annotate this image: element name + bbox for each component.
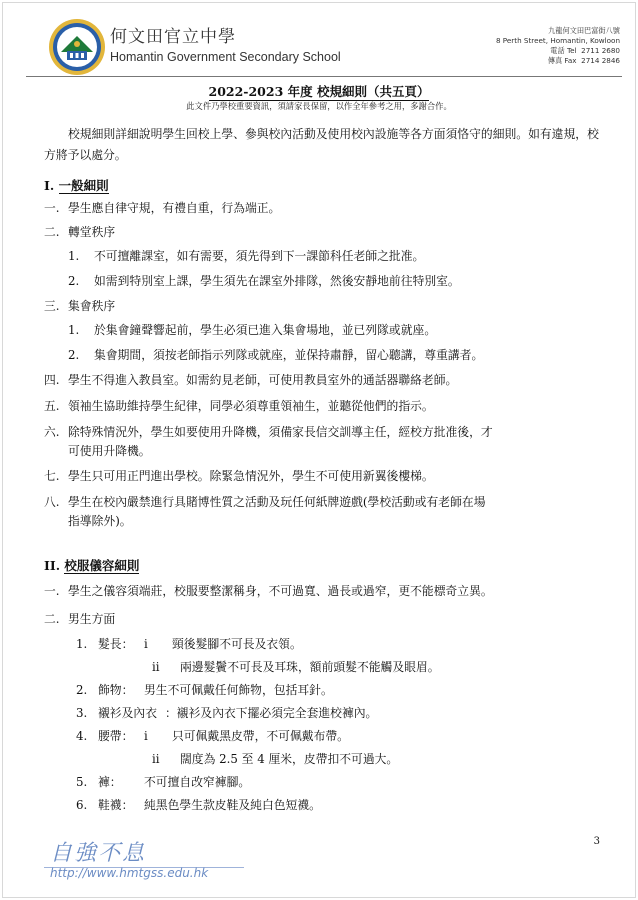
header-divider: [26, 76, 622, 77]
document-title: 2022-2023 年度 校規細則（共五頁）: [208, 84, 430, 99]
list-item: 1. 不可擅離課室，如有需要，須先得到下一課節科任老師之批准。: [68, 249, 425, 263]
fax-number: 2714 2846: [581, 56, 620, 65]
school-motto: 自強不息: [50, 841, 147, 866]
list-item: 四. 學生不得進入教員室。如需約見老師，可使用教員室外的通話器聯絡老師。: [44, 373, 458, 387]
list-item-continuation: 可使用升降機。: [68, 444, 151, 458]
list-item: 1. 於集會鐘聲響起前，學生必須已進入集會場地，並已列隊或就座。: [68, 323, 437, 337]
school-address-block: [496, 26, 620, 66]
fax: [496, 56, 620, 66]
list-item: 二. 轉堂秩序: [44, 225, 116, 239]
list-item: 八. 學生在校內嚴禁進行具賭博性質之活動及玩任何紙牌遊戲(學校活動或有老師在場: [44, 495, 486, 509]
school-website-link[interactable]: http://www.hmtgss.edu.hk: [50, 866, 209, 880]
list-item: 一. 學生之儀容須端莊，校服要整潔稱身，不可過寬、過長或過窄，更不能標奇立異。: [44, 584, 493, 598]
fax-label: 傳真 Fax: [547, 56, 577, 65]
list-item: 6. 鞋襪： 純黑色學生款皮鞋及純白色短襪。: [76, 798, 321, 812]
tel-label: 電話 Tel: [550, 46, 577, 55]
list-item: 2. 集會期間，須按老師指示列隊或就座，並保持肅靜，留心聽講，尊重講者。: [68, 348, 484, 362]
list-item: 1. 髮長： i 頸後髮腳不可長及衣領。: [76, 637, 302, 651]
section-heading-general: I. 一般細則: [44, 178, 109, 193]
school-name-en: Homantin Government Secondary School: [110, 50, 341, 64]
school-name-zh: 何文田官立中學: [110, 27, 236, 47]
list-item: 三. 集會秩序: [44, 299, 116, 313]
list-item: 5. 褲： 不可擅自改窄褲腳。: [76, 775, 251, 789]
list-item: 2. 如需到特別室上課，學生須先在課室外排隊，然後安靜地前往特別室。: [68, 274, 460, 288]
school-logo-icon: [48, 18, 106, 76]
address-en: 8 Perth Street, Homantin, Kowloon: [495, 36, 620, 45]
list-item-continuation: 指導除外)。: [68, 514, 132, 528]
section-heading-uniform: II. 校服儀容細則: [44, 558, 140, 573]
document-subtitle: 此文件乃學校重要資訊，須請家長保留，以作全年參考之用，多謝合作。: [186, 101, 452, 111]
list-item: 二. 男生方面: [44, 612, 116, 626]
list-item: ii 闊度為 2.5 至 4 厘米，皮帶扣不可過大。: [152, 752, 399, 766]
list-item: 4. 腰帶： i 只可佩戴黑皮帶，不可佩戴布帶。: [76, 729, 349, 743]
list-item: 七. 學生只可用正門進出學校。除緊急情況外，學生不可使用新翼後樓梯。: [44, 469, 434, 483]
page-number: 3: [593, 836, 600, 847]
tel-number: 2711 2680: [581, 46, 620, 55]
list-item: 五. 領袖生協助維持學生紀律，同學必須尊重領袖生，並聽從他們的指示。: [44, 399, 434, 413]
list-item: 六. 除特殊情況外，學生如要使用升降機，須備家長信交訓導主任，經校方批准後，才: [44, 425, 493, 439]
telephone: [496, 46, 620, 56]
list-item: 一. 學生應自律守規，有禮自重，行為端正。: [44, 201, 281, 215]
address-zh: 九龍何文田巴富街八號: [548, 26, 620, 35]
list-item: 3. 襯衫及內衣 ：襯衫及內衣下擺必須完全套進校褲內。: [76, 706, 378, 720]
list-item: 2. 飾物： 男生不可佩戴任何飾物，包括耳針。: [76, 683, 333, 697]
intro-paragraph: 校規細則詳細說明學生回校上學、參與校內活動及使用校內設施等各方面須恪守的細則。如有違規，校方將予以處分。: [44, 127, 599, 162]
list-item: ii 兩邊髮鬢不可長及耳珠，額前頭髮不能觸及眼眉。: [152, 660, 440, 674]
